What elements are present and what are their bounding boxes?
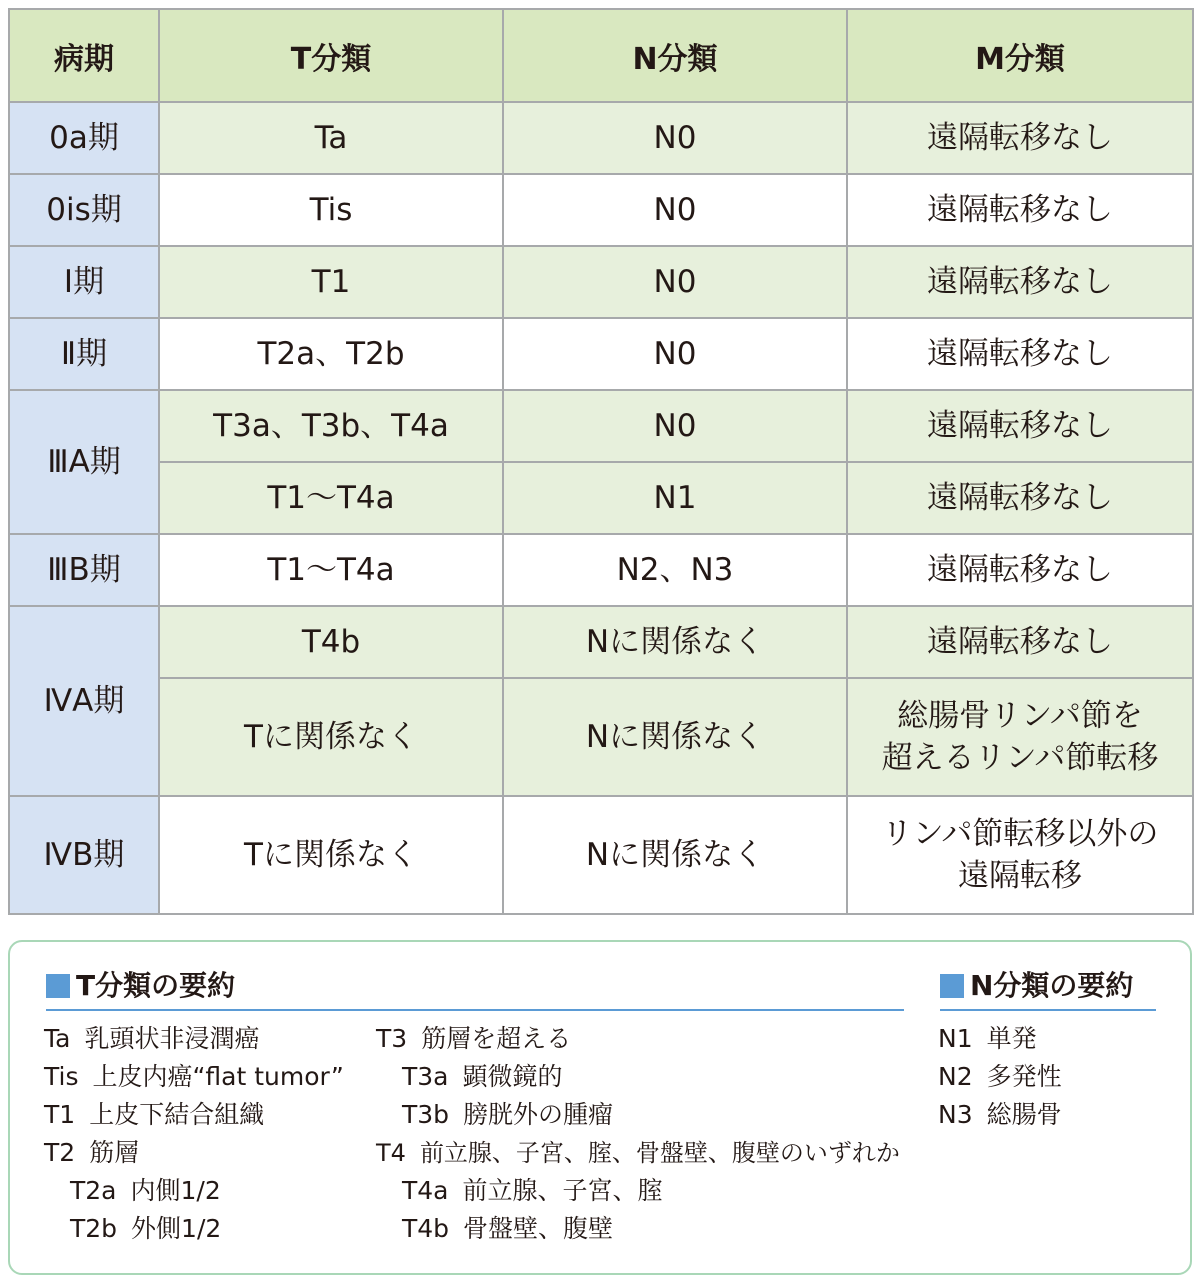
stage-cell: 0a期	[9, 102, 159, 174]
m-cell	[847, 678, 1193, 796]
item-desc: 筋層	[89, 1138, 140, 1167]
item-code: T3	[376, 1024, 408, 1053]
table-row	[9, 390, 1193, 462]
list-item	[44, 1134, 139, 1172]
list-item	[376, 1134, 900, 1172]
n-cell: Nに関係なく	[503, 606, 847, 678]
table-row	[9, 246, 1193, 318]
item-code: N2	[938, 1062, 973, 1091]
list-item	[70, 1172, 221, 1210]
m-line: 遠隔転移なし	[927, 408, 1113, 444]
n-cell: Nに関係なく	[503, 796, 847, 914]
m-line: 遠隔転移なし	[927, 624, 1113, 660]
item-desc: 外側1/2	[131, 1214, 222, 1243]
n-summary-title-text: N分類の要約	[970, 969, 1134, 1002]
m-cell	[847, 606, 1193, 678]
item-desc: 筋層を超える	[421, 1024, 572, 1053]
stage-cell: Ⅱ期	[9, 318, 159, 390]
item-code: T3b	[402, 1100, 450, 1129]
m-line: 総腸骨リンパ節を	[897, 698, 1143, 734]
item-desc: 総腸骨	[986, 1100, 1062, 1129]
table-row	[9, 606, 1193, 678]
item-desc: 上皮下結合組織	[89, 1100, 265, 1129]
n-cell: N0	[503, 390, 847, 462]
table-row	[9, 174, 1193, 246]
n-cell: N0	[503, 318, 847, 390]
list-item	[938, 1020, 1037, 1058]
t-summary-title-text: T分類の要約	[76, 969, 236, 1002]
t-summary-title	[46, 966, 235, 1006]
m-line: 遠隔転移	[958, 858, 1082, 894]
t-cell: Ta	[159, 102, 503, 174]
table-row	[9, 678, 1193, 796]
m-line: 遠隔転移なし	[927, 192, 1113, 228]
m-cell	[847, 246, 1193, 318]
header-stage: 病期	[9, 9, 159, 102]
m-line: 遠隔転移なし	[927, 480, 1113, 516]
table-row	[9, 462, 1193, 534]
square-bullet-icon	[940, 974, 964, 998]
stage-cell: Ⅰ期	[9, 246, 159, 318]
item-code: T4a	[402, 1176, 449, 1205]
header-row	[9, 9, 1193, 102]
list-item	[402, 1172, 663, 1210]
m-line: 遠隔転移なし	[927, 120, 1113, 156]
stage-cell: ⅣA期	[9, 606, 159, 796]
n-cell: N1	[503, 462, 847, 534]
t-title-underline	[46, 1009, 904, 1011]
table-row	[9, 102, 1193, 174]
list-item	[44, 1020, 259, 1058]
t-cell: T4b	[159, 606, 503, 678]
square-bullet-icon	[46, 974, 70, 998]
m-line: 超えるリンパ節転移	[881, 740, 1159, 776]
t-cell: T1～T4a	[159, 534, 503, 606]
n-cell: N0	[503, 246, 847, 318]
item-desc: 前立腺、子宮、腟	[462, 1176, 663, 1205]
stage-cell: ⅢA期	[9, 390, 159, 534]
list-item	[44, 1058, 344, 1096]
n-cell: Nに関係なく	[503, 678, 847, 796]
stage-cell: ⅢB期	[9, 534, 159, 606]
table-row	[9, 534, 1193, 606]
item-code: T3a	[402, 1062, 449, 1091]
list-item	[44, 1096, 264, 1134]
m-cell	[847, 462, 1193, 534]
header-n: N分類	[503, 9, 847, 102]
n-summary-title	[940, 966, 1133, 1006]
list-item	[402, 1210, 613, 1248]
summary-box	[8, 940, 1192, 1275]
t-cell: Tis	[159, 174, 503, 246]
item-desc: 骨盤壁、腹壁	[463, 1214, 614, 1243]
stage-cell: 0is期	[9, 174, 159, 246]
list-item	[402, 1058, 563, 1096]
n-cell: N0	[503, 102, 847, 174]
m-line: 遠隔転移なし	[927, 552, 1113, 588]
item-desc: 顕微鏡的	[462, 1062, 563, 1091]
list-item	[376, 1020, 571, 1058]
item-desc: 上皮内癌“flat tumor”	[92, 1062, 344, 1091]
n-cell: N2、N3	[503, 534, 847, 606]
t-cell: T1	[159, 246, 503, 318]
item-code: T4b	[402, 1214, 450, 1243]
list-item	[70, 1210, 221, 1248]
item-code: T2b	[70, 1214, 118, 1243]
item-desc: 単発	[986, 1024, 1037, 1053]
m-cell	[847, 534, 1193, 606]
m-line: リンパ節転移以外の	[881, 816, 1159, 852]
table-row	[9, 796, 1193, 914]
t-cell: T1～T4a	[159, 462, 503, 534]
m-cell	[847, 390, 1193, 462]
stage-cell: ⅣB期	[9, 796, 159, 914]
item-code: N3	[938, 1100, 973, 1129]
n-cell: N0	[503, 174, 847, 246]
item-desc: 内側1/2	[130, 1176, 221, 1205]
item-code: Ta	[44, 1024, 71, 1053]
m-cell	[847, 318, 1193, 390]
m-line: 遠隔転移なし	[927, 336, 1113, 372]
t-cell: T3a、T3b、T4a	[159, 390, 503, 462]
item-code: Tis	[44, 1062, 79, 1091]
header-m: M分類	[847, 9, 1193, 102]
item-code: N1	[938, 1024, 973, 1053]
item-desc: 多発性	[986, 1062, 1062, 1091]
staging-table	[8, 8, 1194, 915]
item-desc: 膀胱外の腫瘤	[463, 1100, 614, 1129]
item-desc: 前立腺、子宮、腟、骨盤壁、腹壁のいずれか	[419, 1139, 900, 1167]
m-cell	[847, 102, 1193, 174]
item-desc: 乳頭状非浸潤癌	[84, 1024, 260, 1053]
t-cell: Tに関係なく	[159, 678, 503, 796]
m-cell	[847, 796, 1193, 914]
table-row	[9, 318, 1193, 390]
m-line: 遠隔転移なし	[927, 264, 1113, 300]
t-cell: Tに関係なく	[159, 796, 503, 914]
list-item	[938, 1096, 1062, 1134]
item-code: T4	[376, 1139, 406, 1167]
t-cell: T2a、T2b	[159, 318, 503, 390]
list-item	[402, 1096, 613, 1134]
n-title-underline	[940, 1009, 1156, 1011]
list-item	[938, 1058, 1062, 1096]
header-t: T分類	[159, 9, 503, 102]
item-code: T1	[44, 1100, 76, 1129]
item-code: T2	[44, 1138, 76, 1167]
m-cell	[847, 174, 1193, 246]
item-code: T2a	[70, 1176, 117, 1205]
